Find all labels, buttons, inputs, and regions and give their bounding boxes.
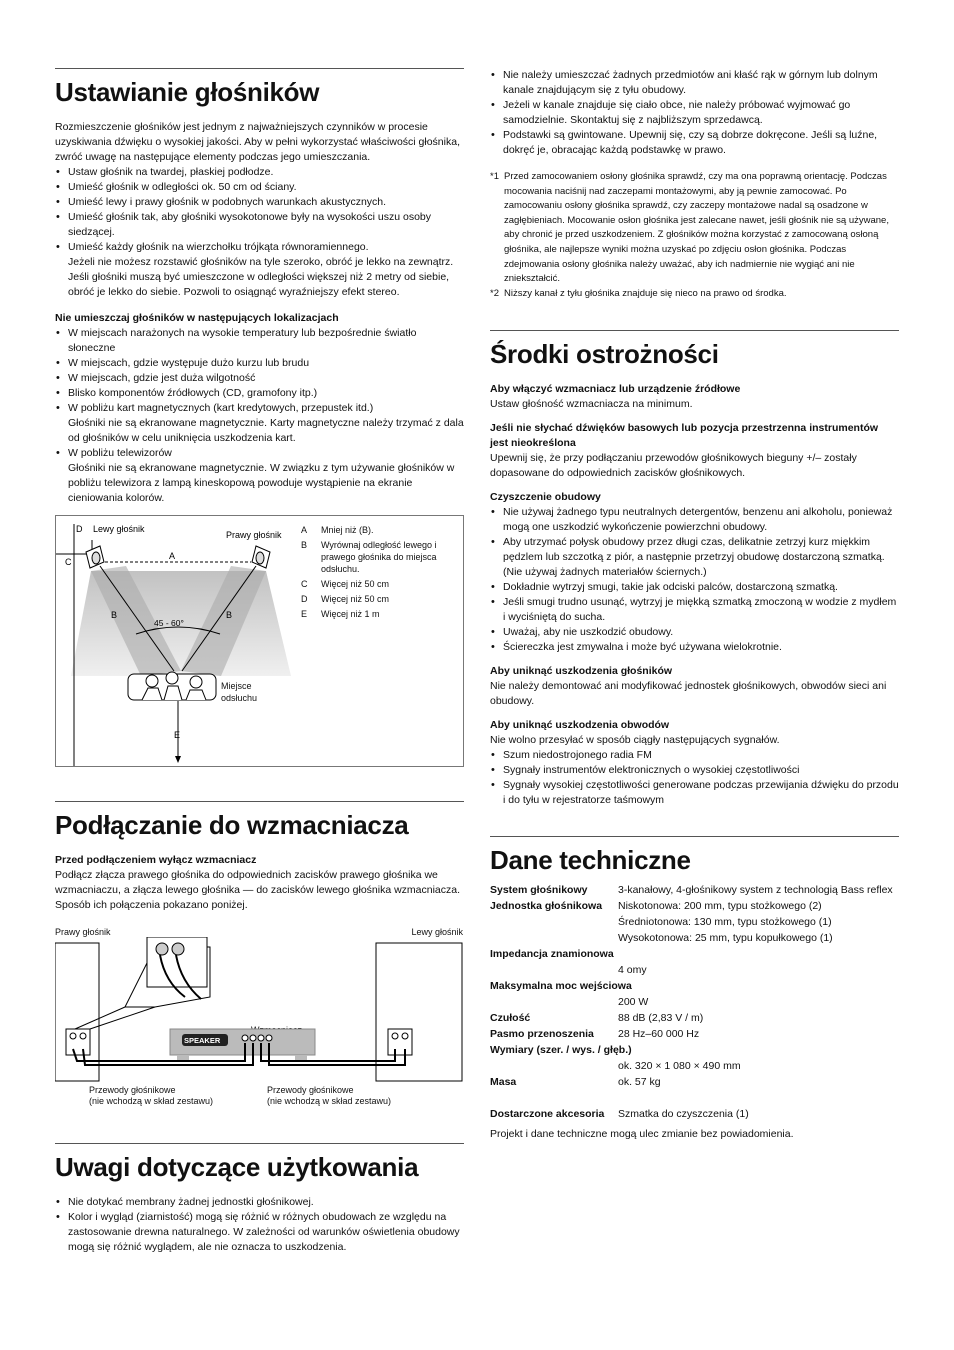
placement-bullets [55, 165, 464, 300]
spec-value: 28 Hz–60 000 Hz [618, 1028, 700, 1041]
footnote-mark: *2 [490, 287, 499, 299]
precautions-title: Środki ostrożności [490, 339, 719, 370]
usage-title: Uwagi dotyczące użytkowania [55, 1152, 419, 1182]
spec-key: Masa [490, 1076, 517, 1089]
list-item: • W miejscach narażonych na wysokie temperatury lub bezpośrednie światło słoneczne [55, 326, 464, 356]
connection-text: Podłącz złącza prawego głośnika do odpowiednich zacisków prawego głośnika we wzmacniaczu, a złącza lewego głośnika — do zacisków lewego głośnika wzmacniacza. [55, 869, 461, 896]
placement-section [55, 68, 464, 767]
list-item: • Nie należy umieszczać żadnych przedmiotów ani kłaść rąk w górnym lub dolnym kanale znajdującym się z tyłu obudowy. [490, 68, 899, 98]
spec-value: 88 dB (2,83 V / m) [618, 1012, 704, 1025]
angle-label: 45 - 60° [154, 618, 184, 628]
list-item: • Szum niedostrojonego radia FM [490, 748, 899, 763]
avoid-bullets [55, 326, 464, 506]
precautions-section [490, 330, 899, 808]
spec-row [490, 882, 899, 898]
cable-label-right: Przewody głośnikowe (nie wchodzą w skład zestawu) [267, 1085, 392, 1106]
list-item: • Ustaw głośnik na twardej, płaskiej podłodze. [55, 165, 464, 180]
spec-value: ok. 320 × 1 080 × 490 mm [618, 1060, 741, 1073]
precaution-text: Nie wolno przesyłać w sposób ciągły następujących sygnałów. [490, 734, 780, 747]
diagram-legend [301, 524, 459, 620]
connection-text-2: Sposób ich połączenia pokazano poniżej. [55, 899, 248, 911]
spec-row [490, 1026, 899, 1042]
legend-text: Więcej niż 1 m [321, 609, 380, 619]
list-item: • Umieść głośnik tak, aby głośniki wysokotonowe były na wysokości uszu osoby siedzącej. [55, 210, 464, 240]
list-item: • Jeżeli w kanale znajduje się ciało obce, nie należy próbować wyjmować go samodzielnie. Skontaktuj się z najbliższym sprzedawcą. [490, 98, 899, 128]
footnote-mark: *1 [490, 171, 499, 182]
list-item: • W pobliżu kart magnetycznych (kart kredytowych, przepustek itd.) Głośniki nie są ekranowane magnetycznie. Karty magnetyczne należy trzymać z dala od głośników w celu uniknięcia uszkodzenia kart. [55, 401, 464, 446]
spec-row [490, 994, 899, 1010]
diagram-letter-b-left: B [111, 610, 118, 620]
spec-value-line: Średniotonowa: 130 mm, typu stożkowego (1) [618, 916, 832, 929]
list-item: • W miejscach, gdzie jest duża wilgotność [55, 371, 464, 386]
precaution-heading: Aby uniknąć uszkodzenia głośników [490, 665, 673, 678]
spec-row [490, 962, 899, 978]
spec-value: 3-kanałowy, 4-głośnikowy system z technologią Bass reflex [618, 884, 893, 897]
list-item: • Nie używaj żadnego typu neutralnych detergentów, benzenu ani alkoholu, ponieważ mogą one uszkodzić wykończenie powierzchni obudowy. [490, 505, 899, 535]
list-item: • Aby utrzymać połysk obudowy przez długi czas, delikatnie zetrzyj kurz miękkim pędzlem lub szczotką z piór, a następnie przetrzyj obudowę dostarczoną szmatką. (Nie używaj żadnych materiałów ściernych.) [490, 535, 899, 580]
usage-section [55, 1143, 464, 1255]
precaution-text: Upewnij się, że przy podłączaniu przewodów głośnikowych bieguny +/– zostały dopasowane do odpowiednich zacisków głośnikowych. [490, 452, 857, 480]
spec-row [490, 946, 899, 962]
precaution-text: Ustaw głośność wzmacniacza na minimum. [490, 398, 693, 411]
spec-row [490, 1010, 899, 1026]
spec-value-line: Niskotonowa: 200 mm, typu stożkowego (2) [618, 900, 822, 913]
spec-row [490, 978, 899, 994]
sofa-icon [128, 672, 216, 700]
left-speaker-label: Lewy głośnik [93, 524, 145, 534]
spec-value-line: Wysokotonowa: 25 mm, typu kopułkowego (1) [618, 932, 833, 945]
footnote-text: Przed zamocowaniem osłony głośnika sprawdź, czy ma ona poprawną orientację. Podczas mocowania naciśnij nad zaczepami montażowymi, aby ją pewnie zamocować. Po zamocowaniu osłony głośnika sprawdź, czy zaczepy montażowe nadal są osadzone w zagłębieniach. Mocowanie osłon głośnika jest zalecane nawet, jeśli głośnik nie są używane, aby chronić je przed uszkodzeniem. Z głośników można korzystać z zamocowaną osłoną głośnika, ale najlepsze wyniki można uzyskać po zdjęciu osłon głośnika. Podczas zdejmowania osłony głośnika należy uważać, aby ich nadmiernie nie wygiąć ani nie zniekształcić. [504, 171, 889, 285]
spec-value: 4 omy [618, 964, 647, 977]
spec-value: 200 W [618, 996, 649, 1009]
right-speaker-icon [252, 546, 270, 568]
spec-row [490, 1042, 899, 1058]
right-speaker-label: Prawy głośnik [226, 530, 282, 540]
connection-title: Podłączanie do wzmacniacza [55, 810, 409, 840]
speaker-terminal-label: SPEAKER [184, 1036, 221, 1045]
list-item: • W pobliżu telewizorów Głośniki nie są ekranowane magnetycznie. W związku z tym używanie głośników w pobliżu telewizora z lampą kineskopową powoduje wystąpienie na ekranie cieniowania kolorów. [55, 446, 464, 506]
spec-key: Dostarczone akcesoria [490, 1108, 605, 1121]
spec-row [490, 1106, 899, 1122]
legend-text: Wyrównaj odległość lewego i prawego głośnika do miejsca odsłuchu. [321, 540, 437, 574]
legend-text: Więcej niż 50 cm [321, 579, 390, 589]
signal-bullets [490, 748, 899, 808]
specs-section [490, 836, 899, 1142]
precaution-heading: Czyszczenie obudowy [490, 491, 601, 504]
spec-value: Szmatka do czyszczenia (1) [618, 1108, 749, 1121]
footnote-text: Niższy kanał z tyłu głośnika znajduje się nieco na prawo od środka. [504, 287, 787, 299]
connection-diagram [55, 925, 464, 1115]
placement-diagram [55, 515, 464, 767]
spec-key: Wymiary (szer. / wys. / głęb.) [490, 1044, 632, 1057]
list-item: • W miejscach, gdzie występuje dużo kurzu lub brudu [55, 356, 464, 371]
spec-key: Czułość [490, 1012, 531, 1025]
spec-key: Jednostka głośnikowa [490, 900, 603, 913]
connection-subheading: Przed podłączeniem wyłącz wzmacniacz [55, 854, 257, 866]
list-item: • Dokładnie wytrzyj smugi, takie jak odciski palców, dostarczoną szmatką. [490, 580, 899, 595]
usage-bullets-left [55, 1195, 464, 1255]
legend-key: C [301, 579, 308, 589]
diagram-letter-e: E [174, 730, 181, 740]
spec-key: Pasmo przenoszenia [490, 1028, 594, 1041]
diagram-letter-c: C [65, 557, 72, 567]
cleaning-bullets [490, 505, 899, 655]
left-speaker-label: Lewy głośnik [411, 927, 463, 937]
spec-row [490, 1074, 899, 1090]
list-item: • Kolor i wygląd (ziarnistość) mogą się różnić w różnych obudowach ze względu na zastosowanie drewna naturalnego. W zależności od warunków oświetlenia obudowy mogą się różnić wyglądem, ale nie oznacza to uszkodzenia. [55, 1210, 464, 1255]
specs-title: Dane techniczne [490, 845, 691, 876]
seat-label: Miejsce odsłuchu [221, 681, 258, 703]
spec-row [490, 898, 899, 946]
list-item: • Ściereczka jest zmywalna i może być używana wielokrotnie. [490, 640, 899, 655]
usage-bullets-right [490, 68, 899, 158]
list-item: • Sygnały instrumentów elektronicznych o wysokiej częstotliwości [490, 763, 899, 778]
avoid-heading: Nie umieszczaj głośników w następujących lokalizacjach [55, 312, 339, 324]
diagram-letter-a: A [169, 551, 176, 561]
precaution-text: Nie należy demontować ani modyfikować jednostek głośnikowych, obwodów sieci ani obudowy. [490, 680, 887, 708]
specs-note: Projekt i dane techniczne mogą ulec zmianie bez powiadomienia. [490, 1128, 794, 1141]
list-item: • Umieść lewy i prawy głośnik w podobnych warunkach akustycznych. [55, 195, 464, 210]
legend-key: E [301, 609, 308, 619]
spec-key: Maksymalna moc wejściowa [490, 980, 632, 993]
cable-label-left: Przewody głośnikowe (nie wchodzą w skład zestawu) [89, 1085, 214, 1106]
diagram-letter-d: D [76, 524, 83, 534]
list-item: • Umieść każdy głośnik na wierzchołku trójkąta równoramiennego. Jeżeli nie możesz rozstawić głośników na tyle szeroko, obróć je lekko na zewnątrz. Jeśli głośniki muszą być umieszczone w odległości większej niż 2 metry od siebie, obróć je lekko do siebie. Pozwoli to osiągnąć wyraźniejszy efekt stereo. [55, 240, 464, 300]
spec-value: ok. 57 kg [618, 1076, 661, 1089]
list-item: • Blisko komponentów źródłowych (CD, gramofony itp.) [55, 386, 464, 401]
left-speaker-icon [86, 546, 104, 568]
spec-value [618, 898, 899, 946]
legend-text: Więcej niż 50 cm [321, 594, 390, 604]
list-item: • Uważaj, aby nie uszkodzić obudowy. [490, 625, 899, 640]
precaution-heading: Jeśli nie słychać dźwięków basowych lub pozycja przestrzenna instrumentów jest nieokreślona [490, 422, 879, 450]
connection-section [55, 801, 464, 1115]
spec-row [490, 1058, 899, 1074]
spec-key: Impedancja znamionowa [490, 948, 614, 961]
precaution-heading: Aby uniknąć uszkodzenia obwodów [490, 719, 670, 732]
list-item: • Jeśli smugi trudno usunąć, wytrzyj je miękką szmatką zmoczoną w wodzie z mydłem i wyciśniętą do sucha. [490, 595, 899, 625]
legend-key: B [301, 540, 308, 550]
right-speaker-label: Prawy głośnik [55, 927, 111, 937]
list-item: • Sygnały wysokiej częstotliwości generowane podczas przewijania dźwięku do przodu i do tyłu w rejestratorze taśmowym [490, 778, 899, 808]
list-item: • Umieść głośnik w odległości ok. 50 cm od ściany. [55, 180, 464, 195]
legend-text: Mniej niż (B). [321, 525, 374, 535]
list-item: • Nie dotykać membrany żadnej jednostki głośnikowej. [55, 1195, 464, 1210]
connection-drawing [55, 937, 464, 1107]
legend-key: A [301, 525, 308, 535]
precaution-heading: Aby włączyć wzmacniacz lub urządzenie źródłowe [490, 383, 741, 396]
placement-title: Ustawianie głośników [55, 77, 320, 107]
footnotes [490, 170, 899, 301]
diagram-letter-b-right: B [226, 610, 233, 620]
spec-key: System głośnikowy [490, 884, 588, 897]
list-item: • Podstawki są gwintowane. Upewnij się, czy są dobrze dokręcone. Jeśli są luźne, dokręć je, obracając każdą podstawkę w prawo. [490, 128, 899, 158]
legend-key: D [301, 594, 308, 604]
placement-intro: Rozmieszczenie głośników jest jednym z najważniejszych czynników w procesie uzyskiwania dźwięku o wysokiej jakości. Aby w pełni wykorzystać właściwości głośnika, zwróć uwagę na następujące elementy podczas jego umieszczania. [55, 121, 460, 163]
